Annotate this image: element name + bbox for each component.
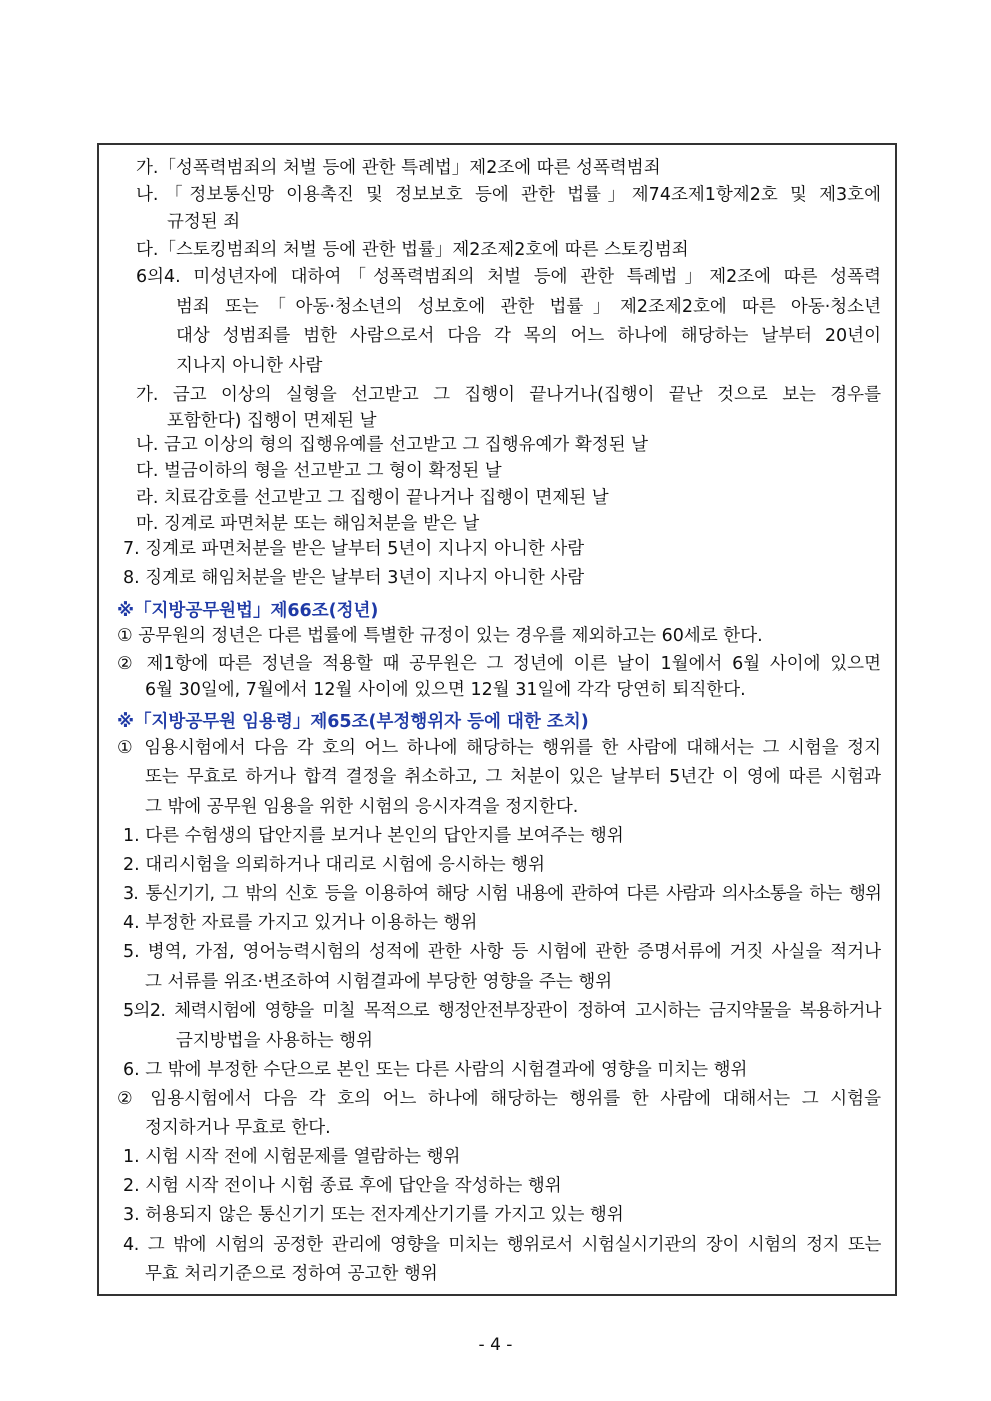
text-line: 정지하거나 무효로 한다. — [145, 1118, 331, 1138]
text-line: 무효 처리기준으로 정하여 공고한 행위 — [145, 1264, 438, 1284]
section-heading: ※「지방공무원법」제66조(정년) — [117, 601, 379, 621]
text-line: 2. 대리시험을 의뢰하거나 대리로 시험에 응시하는 행위 — [123, 855, 545, 875]
text-line: ① 임용시험에서 다음 각 호의 어느 하나에 해당하는 행위를 한 사람에 대해서는 그 시험을 정지 — [117, 738, 881, 758]
text-line: 나. 금고 이상의 형의 집행유예를 선고받고 그 집행유예가 확정된 날 — [136, 435, 649, 455]
text-line: 가.「성폭력범죄의 처벌 등에 관한 특례법」제2조에 따른 성폭력범죄 — [136, 158, 661, 178]
text-line: 마. 징계로 파면처분 또는 해임처분을 받은 날 — [136, 514, 480, 534]
text-line: 그 서류를 위조·변조하여 시험결과에 부당한 영향을 주는 행위 — [145, 972, 613, 992]
text-line: 다.「스토킹범죄의 처벌 등에 관한 법률」제2조제2호에 따른 스토킹범죄 — [136, 240, 689, 260]
text-line: 라. 치료감호를 선고받고 그 집행이 끝나거나 집행이 면제된 날 — [136, 488, 609, 508]
text-line: 1. 다른 수험생의 답안지를 보거나 본인의 답안지를 보여주는 행위 — [123, 826, 624, 846]
text-line: 가. 금고 이상의 실형을 선고받고 그 집행이 끝나거나(집행이 끝난 것으로 보는 경우를 — [136, 385, 881, 405]
text-line: 3. 통신기기, 그 밖의 신호 등을 이용하여 해당 시험 내용에 관하여 다른 사람과 의사소통을 하는 행위 — [123, 884, 881, 904]
text-line: 6월 30일에, 7월에서 12월 사이에 있으면 12월 31일에 각각 당연히 퇴직한다. — [145, 680, 746, 700]
text-line: 3. 허용되지 않은 통신기기 또는 전자계산기기를 가지고 있는 행위 — [123, 1205, 624, 1225]
text-line: 5. 병역, 가점, 영어능력시험의 성적에 관한 사항 등 시험에 관한 증명서류에 거짓 사실을 적거나 — [123, 942, 881, 962]
text-line: 4. 그 밖에 시험의 공정한 관리에 영향을 미치는 행위로서 시험실시기관의 장이 시험의 정지 또는 — [123, 1235, 881, 1255]
text-line: 그 밖에 공무원 임용을 위한 시험의 응시자격을 정지한다. — [145, 797, 579, 817]
text-line: 다. 벌금이하의 형을 선고받고 그 형이 확정된 날 — [136, 461, 502, 481]
text-line: 포함한다) 집행이 면제된 날 — [167, 411, 377, 431]
text-line: 지나지 아니한 사람 — [176, 356, 323, 376]
text-line: 대상 성범죄를 범한 사람으로서 다음 각 목의 어느 하나에 해당하는 날부터 20년이 — [176, 326, 881, 346]
text-line: 범죄 또는「아동·청소년의 성보호에 관한 법률」제2조제2호에 따른 아동·청소년 — [176, 297, 881, 317]
page-number: - 4 - — [478, 1335, 513, 1355]
text-line: 나.「정보통신망 이용촉진 및 정보보호 등에 관한 법률」제74조제1항제2호 및 제3호에 — [136, 185, 881, 205]
text-line: ① 공무원의 정년은 다른 법률에 특별한 규정이 있는 경우를 제외하고는 60세로 한다. — [117, 626, 763, 646]
text-line: ② 제1항에 따른 정년을 적용할 때 공무원은 그 정년에 이른 날이 1월에서 6월 사이에 있으면 — [117, 654, 881, 674]
text-line: 또는 무효로 하거나 합격 결정을 취소하고, 그 처분이 있은 날부터 5년간 이 영에 따른 시험과 — [145, 767, 881, 787]
text-line: 8. 징계로 해임처분을 받은 날부터 3년이 지나지 아니한 사람 — [123, 568, 585, 588]
text-line: 규정된 죄 — [167, 212, 241, 232]
text-line: 6의4. 미성년자에 대하여「성폭력범죄의 처벌 등에 관한 특례법」제2조에 따른 성폭력 — [136, 267, 881, 287]
text-line: 6. 그 밖에 부정한 수단으로 본인 또는 다른 사람의 시험결과에 영향을 미치는 행위 — [123, 1060, 748, 1080]
text-line: ② 임용시험에서 다음 각 호의 어느 하나에 해당하는 행위를 한 사람에 대해서는 그 시험을 — [117, 1089, 881, 1109]
text-line: 7. 징계로 파면처분을 받은 날부터 5년이 지나지 아니한 사람 — [123, 539, 585, 559]
text-line: 4. 부정한 자료를 가지고 있거나 이용하는 행위 — [123, 913, 478, 933]
text-line: 1. 시험 시작 전에 시험문제를 열람하는 행위 — [123, 1147, 461, 1167]
content-box — [97, 143, 897, 1296]
section-heading: ※「지방공무원 임용령」제65조(부정행위자 등에 대한 조치) — [117, 712, 589, 732]
text-line: 금지방법을 사용하는 행위 — [176, 1031, 374, 1051]
text-line: 5의2. 체력시험에 영향을 미칠 목적으로 행정안전부장관이 정하여 고시하는 금지약물을 복용하거나 — [123, 1001, 881, 1021]
text-line: 2. 시험 시작 전이나 시험 종료 후에 답안을 작성하는 행위 — [123, 1176, 562, 1196]
